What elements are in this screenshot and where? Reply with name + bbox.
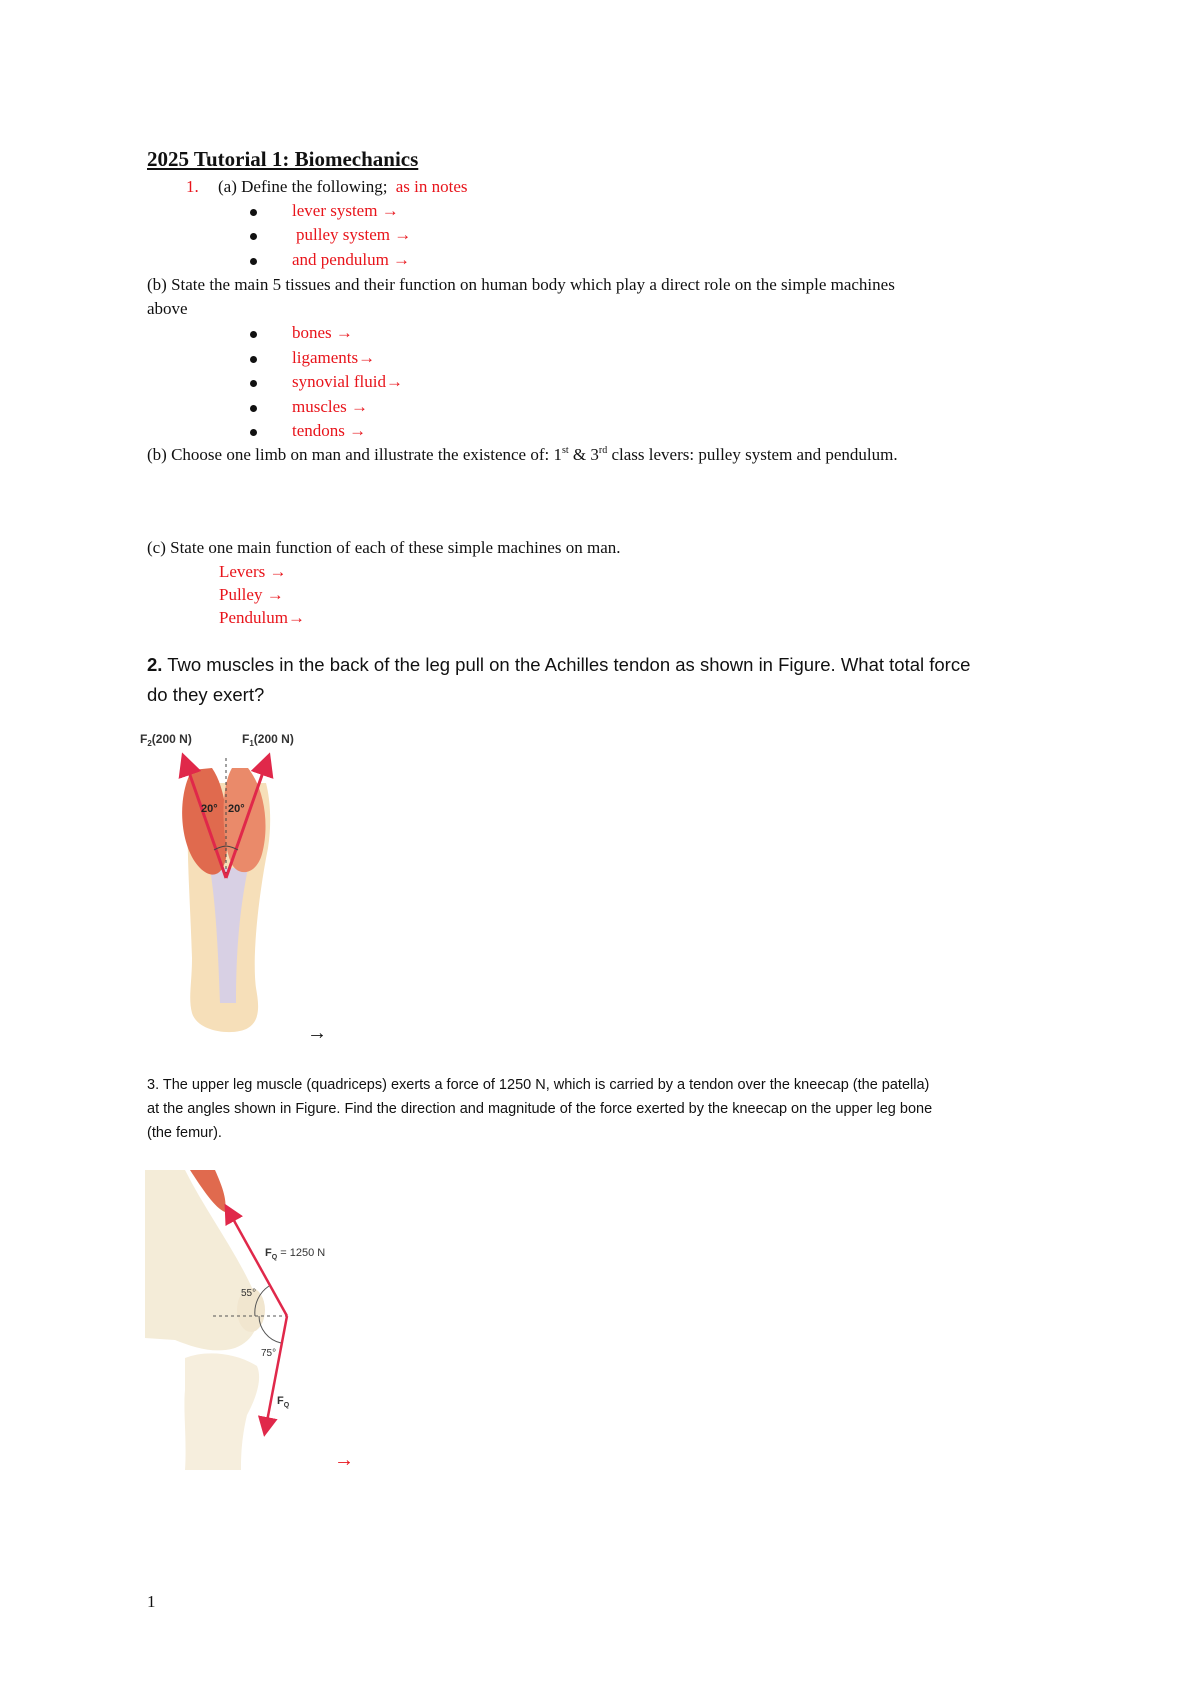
page-title: 2025 Tutorial 1: Biomechanics [147, 147, 419, 171]
q1b2-sup1: st [561, 445, 569, 456]
q1b-item: ligaments→ [292, 348, 376, 367]
bullet-icon [250, 405, 257, 412]
q1-number: 1. [186, 177, 199, 196]
q1b-item: synovial fluid→ [292, 372, 403, 391]
q2-answer-arrow: → [307, 1022, 327, 1044]
bullet-icon [250, 209, 257, 216]
q1c-prompt: (c) State one main function of each of these simple machines on man. [147, 538, 621, 557]
bullet-icon [250, 356, 257, 363]
knee-figure [145, 1170, 345, 1470]
label-force: $F_Q = 1250$ N [265, 1247, 326, 1261]
bullet-icon [250, 429, 257, 436]
q1a-prompt-text: (a) Define the following; [218, 177, 388, 196]
q1a-item: pulley system → [296, 225, 412, 244]
q3-line2: at the angles shown in Figure. Find the direction and magnitude of the force exerted by the kneecap on the upper leg bone [147, 1101, 933, 1117]
label-angle-left: 20° [201, 803, 218, 815]
q2-number: 2. [147, 654, 163, 675]
page-number: 1 [147, 1592, 156, 1611]
label-angle-right: 20° [228, 803, 245, 815]
q1b-item: tendons → [292, 421, 367, 440]
label-lower-force: $F_Q$ [277, 1395, 290, 1409]
tibia-shape [184, 1353, 259, 1470]
q1b-prompt-line2: above [147, 299, 188, 318]
q1c-item: Pulley → [219, 585, 284, 604]
q1b2-mid: & 3 [568, 445, 599, 464]
q1c-item: Levers → [219, 562, 287, 581]
q3-line1: 3. The upper leg muscle (quadriceps) exerts a force of 1250 N, which is carried by a tendon over the kneecap (the patella) [147, 1077, 930, 1093]
bullet-icon [250, 233, 257, 240]
q1b2-prompt [147, 445, 898, 465]
q1b-prompt-line1: (b) State the main 5 tissues and their function on human body which play a direct role on the simple machines [147, 275, 895, 294]
q1b-item: bones → [292, 323, 353, 342]
q1a-note: as in notes [395, 177, 468, 196]
q1b2-suffix: class levers: pulley system and pendulum. [607, 445, 898, 464]
label-angle-bottom: 75° [261, 1348, 277, 1359]
q1b2-sup2: rd [598, 445, 608, 456]
q2-text: Two muscles in the back of the leg pull on the Achilles tendon as shown in Figure. What total force [162, 654, 971, 675]
bullet-icon [250, 258, 257, 265]
q1b-item: muscles → [292, 397, 369, 416]
bullet-icon [250, 331, 257, 338]
label-angle-top: 55° [241, 1288, 257, 1299]
q1c-item: Pendulum→ [219, 608, 305, 627]
force-arrow-lower [265, 1316, 287, 1432]
q1a-item: lever system → [292, 201, 399, 220]
q1a-item: and pendulum → [292, 250, 411, 269]
achilles-figure [140, 728, 320, 1048]
q3-line3: (the femur). [147, 1125, 222, 1141]
label-f1: $F_1(200$ N) [242, 732, 294, 748]
q2-line2: do they exert? [147, 684, 265, 705]
q1b2-prefix: (b) Choose one limb on man and illustrate the existence of: 1 [147, 445, 562, 464]
bullet-icon [250, 380, 257, 387]
q3-answer-arrow: → [334, 1449, 354, 1471]
q1a-prompt [218, 177, 468, 197]
label-f2: $F_2(200$ N) [140, 732, 192, 748]
q2-line1 [147, 654, 970, 676]
